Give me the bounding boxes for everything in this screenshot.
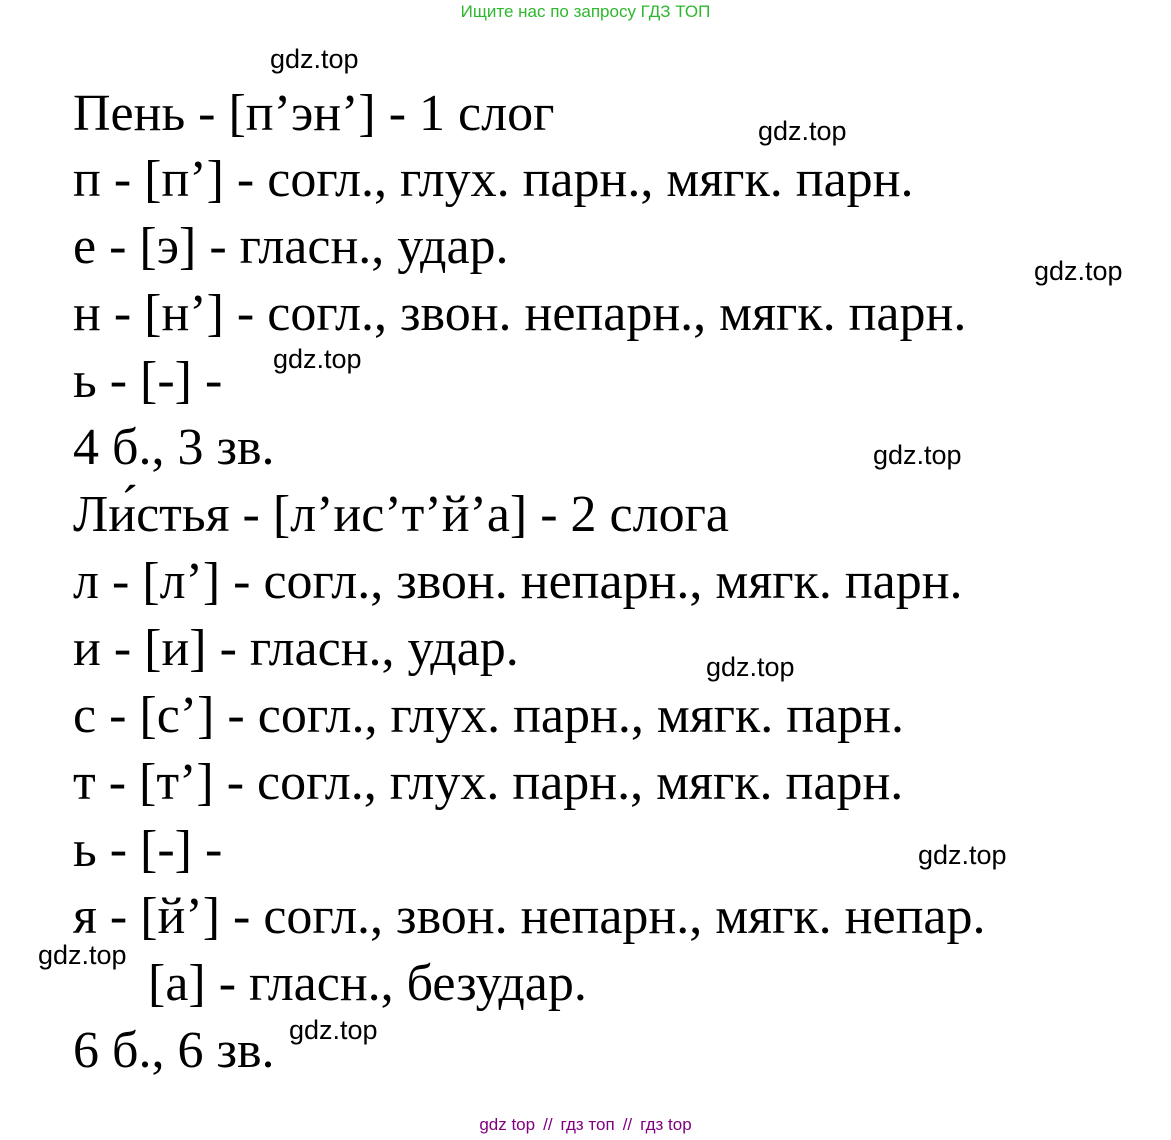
letter-n-row: н - [н’] - согл., звон. непарн., мягк. парн. — [73, 285, 967, 342]
pen-summary: 4 б., 3 зв. — [73, 419, 275, 476]
watermark: gdz.top — [918, 840, 1007, 870]
watermark: gdz.top — [38, 940, 127, 970]
watermark: gdz.top — [270, 44, 359, 74]
vowel-a-row: [а] - гласн., безудар. — [148, 955, 587, 1012]
letter-e-row: е - [э] - гласн., удар. — [73, 218, 509, 275]
footer-separator: // — [622, 1115, 633, 1134]
watermark: gdz.top — [873, 440, 962, 470]
letter-i-row: и - [и] - гласн., удар. — [73, 620, 519, 677]
letter-l-row: л - [л’] - согл., звон. непарн., мягк. парн. — [73, 553, 963, 610]
watermark: gdz.top — [273, 344, 362, 374]
word-pen-heading: Пень - [п’эн’] - 1 слог — [73, 85, 555, 142]
footer — [0, 1113, 1171, 1137]
letter-t-row: т - [т’] - согл., глух. парн., мягк. парн. — [73, 754, 904, 811]
letter-p-row: п - [п’] - согл., глух. парн., мягк. парн. — [73, 151, 914, 208]
letter-ya-row: я - [й’] - согл., звон. непарн., мягк. непар. — [73, 888, 986, 945]
letter-s-row: с - [с’] - согл., глух. парн., мягк. парн. — [73, 687, 904, 744]
top-banner: Ищите нас по запросу ГДЗ ТОП — [460, 2, 711, 21]
watermark: gdz.top — [758, 116, 847, 146]
soft-sign-row: ь - [-] - — [73, 352, 223, 409]
word-listya-heading: Ли́стья - [л’ис’т’й’а] - 2 слога — [73, 486, 729, 543]
footer-item: gdz top — [479, 1115, 536, 1134]
footer-item: гдз top — [640, 1115, 692, 1134]
watermark: gdz.top — [706, 652, 795, 682]
soft-sign-row-2: ь - [-] - — [73, 821, 223, 878]
watermark: gdz.top — [289, 1015, 378, 1045]
footer-item: гдз топ — [560, 1115, 615, 1134]
watermark: gdz.top — [1034, 256, 1123, 286]
listya-summary: 6 б., 6 зв. — [73, 1022, 275, 1079]
footer-separator: // — [543, 1115, 553, 1134]
